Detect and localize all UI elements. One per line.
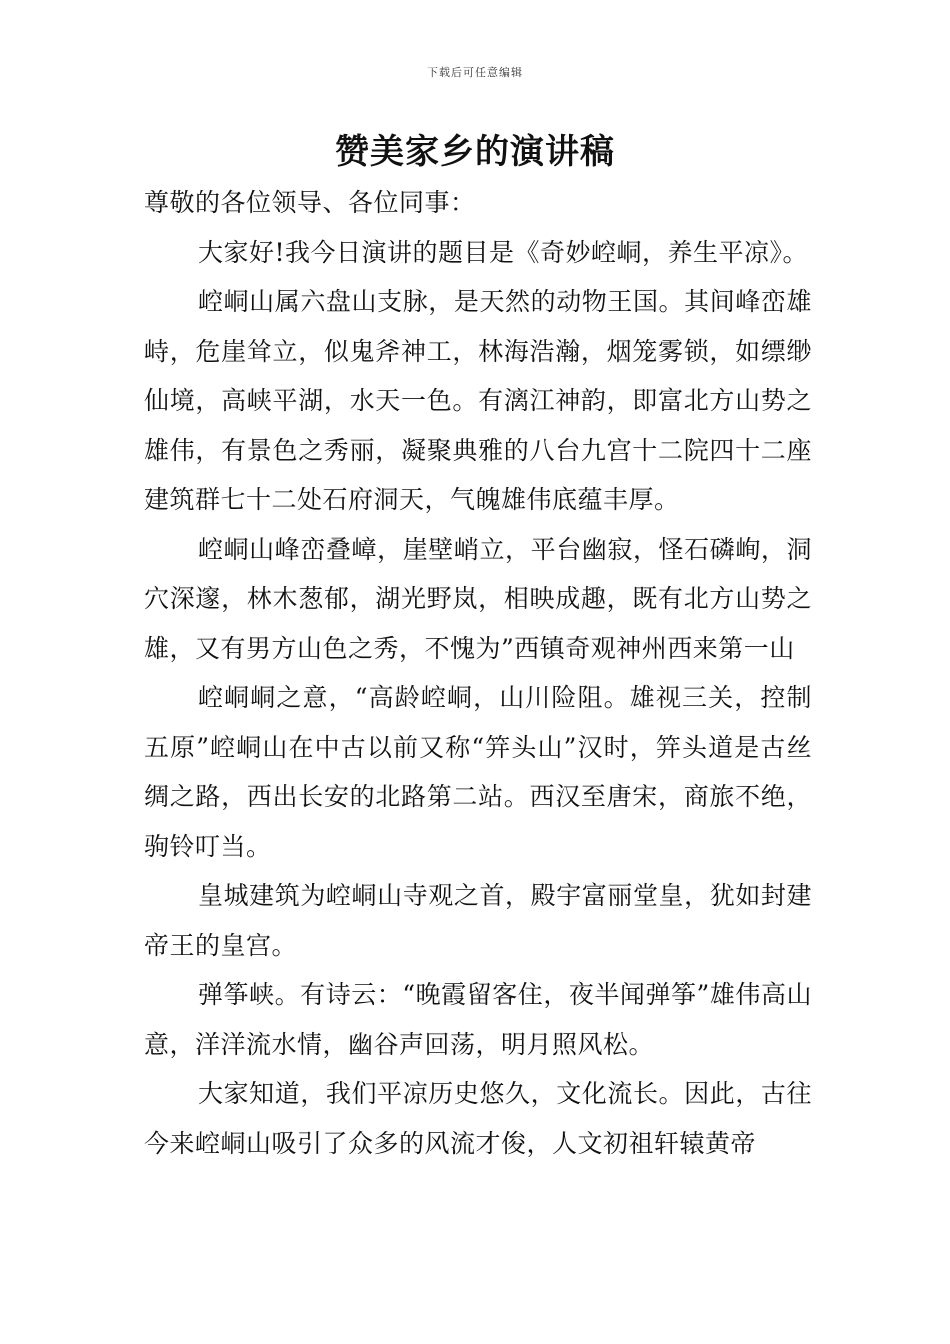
document-body [144,178,812,1168]
paragraph-mountain-scenery: 崆峒山峰峦叠嶂，崖壁峭立，平台幽寂，怪石磷峋，洞穴深邃，林木葱郁，湖光野岚，相映成趣，既有北方山势之雄，又有男方山色之秀，不愧为”西镇奇观神州西来第一山 [144,534,812,663]
paragraph-history: 大家知道，我们平凉历史悠久，文化流长。因此，古往今来崆峒山吸引了众多的风流才俊，人文初祖轩辕黄帝 [144,1079,812,1158]
paragraph-tanzheng-gorge: 弹筝峡。有诗云：“晚霞留客住，夜半闻弹筝”雄伟高山意，洋洋流水情，幽谷声回荡，明月照风松。 [144,980,812,1059]
header-note: 下载后可任意编辑 [427,66,523,79]
paragraph-greeting: 大家好!我今日演讲的题目是《奇妙崆峒，养生平凉》。 [198,237,809,267]
paragraph-mountain-overview: 崆峒山属六盘山支脉，是天然的动物王国。其间峰峦雄峙，危崖耸立，似鬼斧神工，林海浩瀚，烟笼雾锁，如缥缈仙境，高峡平湖，水天一色。有漓江神韵，即富北方山势之雄伟，有景色之秀丽，凝聚典雅的八台九宫十二院四十二座建筑群七十二处石府洞天，气魄雄伟底蕴丰厚。 [144,287,812,514]
paragraph-imperial-city: 皇城建筑为崆峒山寺观之首，殿宇富丽堂皇，犹如封建帝王的皇宫。 [144,881,812,960]
paragraph-name-origin: 崆峒峒之意，“高龄崆峒，山川险阻。雄视三关，控制五原”崆峒山在中古以前又称“笄头山”汉时，笄头道是古丝绸之路，西出长安的北路第二站。西汉至唐宋，商旅不绝，驹铃叮当。 [144,683,812,861]
document-title: 赞美家乡的演讲稿 [335,132,615,172]
salutation: 尊敬的各位领导、各位同事： [144,188,476,217]
